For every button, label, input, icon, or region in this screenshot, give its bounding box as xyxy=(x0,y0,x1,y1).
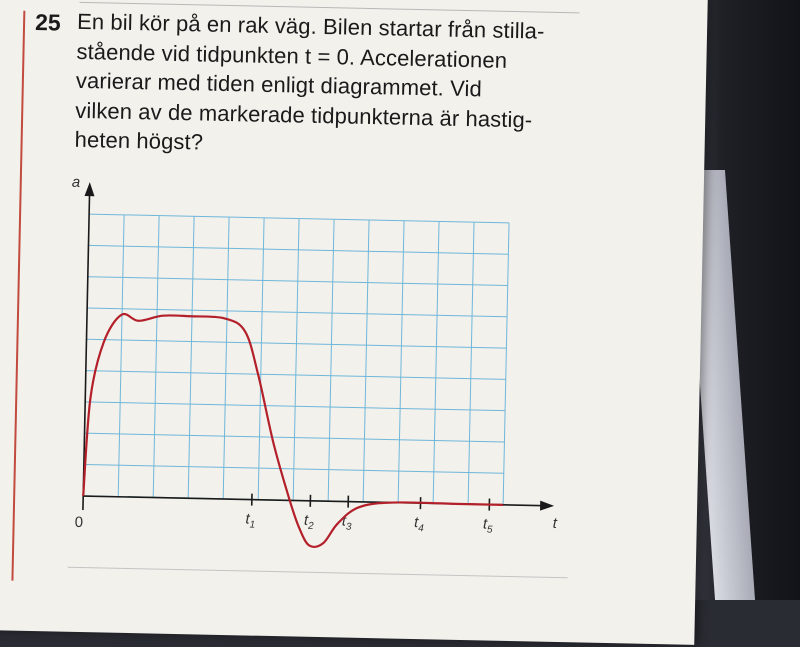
chart-grid xyxy=(83,214,509,505)
question-number: 25 xyxy=(35,9,61,37)
grid-vline xyxy=(153,216,159,498)
grid-vline xyxy=(118,215,124,497)
grid-vline xyxy=(433,221,439,503)
grid-vline xyxy=(258,218,264,500)
origin-label: 0 xyxy=(74,514,83,531)
grid-vline xyxy=(468,222,474,504)
x-tick-label: $t_5$ xyxy=(483,515,494,535)
grid-vline xyxy=(363,220,369,502)
grid-vline xyxy=(188,216,194,498)
grid-vline xyxy=(293,219,299,501)
grid-vline xyxy=(223,217,229,499)
question-text: En bil kör på en rak väg. Bilen startar från stilla- stående vid tidpunkten t = 0. Accelerationen varierar med tiden enligt diagrammet. Vid vilken av de markerade tidpunkterna är hastig- heten högst? xyxy=(74,7,597,165)
y-axis-arrow xyxy=(84,182,94,196)
grid-vline xyxy=(398,221,404,503)
x-tick-label: $t_4$ xyxy=(414,514,425,534)
x-tick-label: $t_2$ xyxy=(304,512,315,532)
x-tick-label: $t_1$ xyxy=(245,510,255,530)
x-tick-label: $t_3$ xyxy=(342,512,353,532)
grid-vline xyxy=(328,219,334,501)
grid-vline xyxy=(503,223,509,505)
y-axis-label: a xyxy=(72,174,81,191)
x-axis-arrow xyxy=(540,501,554,511)
x-axis-label: t xyxy=(553,515,558,532)
